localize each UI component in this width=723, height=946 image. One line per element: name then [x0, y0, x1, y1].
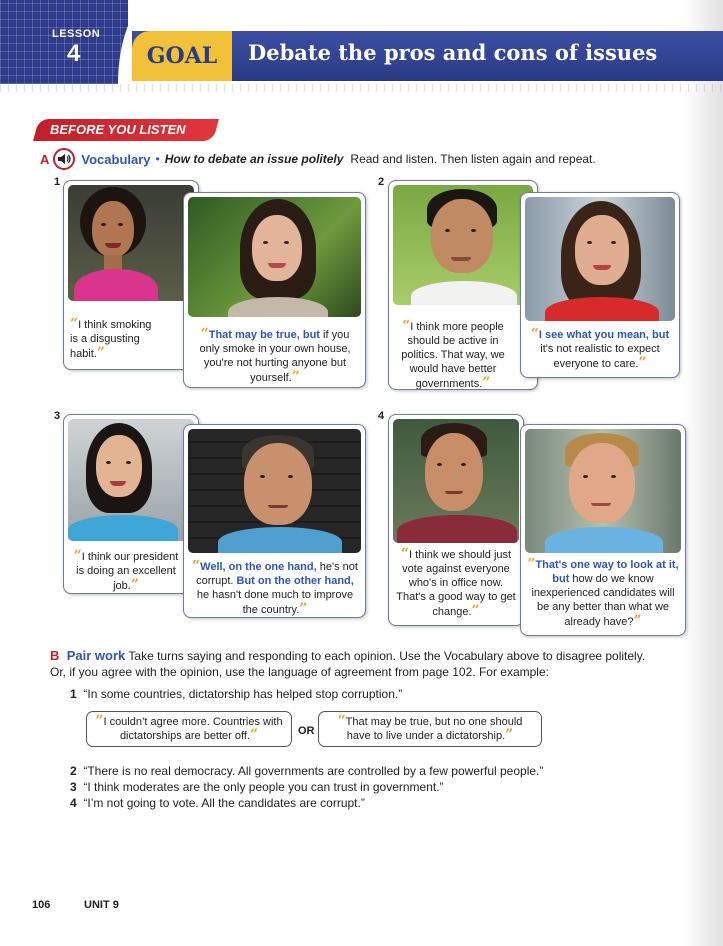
reply-quote: “That may be true, but if you only smoke in your own house, you're not hurting anyone but yourself.” [199, 326, 351, 385]
speaker-icon [57, 153, 71, 165]
reply-card [520, 424, 686, 636]
lesson-label: LESSON [52, 28, 101, 40]
speaker-photo [188, 197, 361, 317]
bullet: • [155, 152, 160, 166]
pair-work-instruction: Take turns saying and responding to each opinion. Use the Vocabulary above to disagree politely. Or, if you agree with the opinion, use the language of agreement from page 102. For example: [50, 649, 646, 679]
goal-label: GOAL [146, 43, 218, 69]
reply-card [183, 424, 366, 618]
example-response-left: “I couldn’t agree more. Countries with dictatorships are better off.” [86, 711, 292, 747]
group-number: 1 [54, 176, 61, 188]
vocabulary-subtitle: How to debate an issue politely [164, 152, 344, 166]
group-number: 2 [378, 176, 385, 188]
opinion-quote: “I think more people should be active in politics. That way, we would have better governments.” [401, 318, 505, 390]
section-a-heading [40, 148, 596, 170]
group-number: 4 [378, 410, 385, 422]
example-item: 3 “I think moderates are the only people you can trust in government.” [70, 780, 444, 794]
example-response-right: “That may be true, but no one should have to live under a dictatorship.” [318, 711, 542, 747]
speaker-photo [188, 429, 361, 553]
vocabulary-instruction: Read and listen. Then listen again and repeat. [350, 152, 596, 166]
reply-quote: “Well, on the one hand, he's not corrupt. But on the other hand, he hasn't done much to improve the country.” [192, 558, 358, 617]
speaker-photo [393, 185, 533, 305]
section-b-instructions [50, 648, 650, 680]
section-a-letter: A [40, 151, 50, 167]
example-item: 1 “In some countries, dictatorship has helped stop corruption.” [70, 687, 403, 701]
example-item: 2 “There is no real democracy. All governments are controlled by a few powerful people.” [70, 764, 544, 778]
page-number: 106 [32, 899, 51, 911]
reply-quote: “That's one way to look at it, but how do we know inexperienced candidates will be any better than what we already have?” [527, 556, 679, 629]
opinion-card [63, 414, 199, 594]
section-b-letter: B [50, 648, 60, 663]
goal-title: Debate the pros and cons of issues [248, 40, 658, 65]
speaker-photo [525, 429, 681, 553]
reply-quote: “I see what you mean, but it's not realistic to expect everyone to care.” [530, 326, 670, 371]
speaker-photo [393, 419, 519, 543]
speaker-photo [68, 419, 194, 541]
audio-icon[interactable] [53, 148, 75, 170]
opinion-card [388, 414, 524, 626]
opinion-card [63, 180, 199, 370]
reply-card [520, 192, 680, 378]
opinion-quote: “I think we should just vote against everyone who's in office now. That's a good way to get change.” [396, 546, 516, 619]
speaker-photo [525, 197, 675, 321]
opinion-card [388, 180, 538, 390]
pair-work-title: Pair work [66, 648, 126, 663]
lesson-badge [0, 0, 128, 84]
or-label: OR [298, 725, 315, 737]
reply-card [183, 192, 366, 388]
lesson-number: 4 [67, 40, 81, 67]
unit-label: UNIT 9 [84, 899, 119, 911]
header-grid-strip [0, 84, 723, 92]
vocabulary-title: Vocabulary [81, 151, 151, 167]
goal-tab [132, 31, 232, 81]
opinion-quote: “I think our president is doing an excellent job.” [73, 548, 179, 593]
speaker-photo [68, 185, 194, 301]
group-number: 3 [54, 410, 61, 422]
example-item: 4 “I’m not going to vote. All the candidates are corrupt.” [70, 796, 365, 810]
page-curl-shade [683, 0, 723, 946]
lesson-header [0, 0, 723, 96]
opinion-quote: “I think smoking is a disgusting habit.” [70, 316, 152, 361]
section-heading: BEFORE YOU LISTEN [50, 122, 186, 137]
